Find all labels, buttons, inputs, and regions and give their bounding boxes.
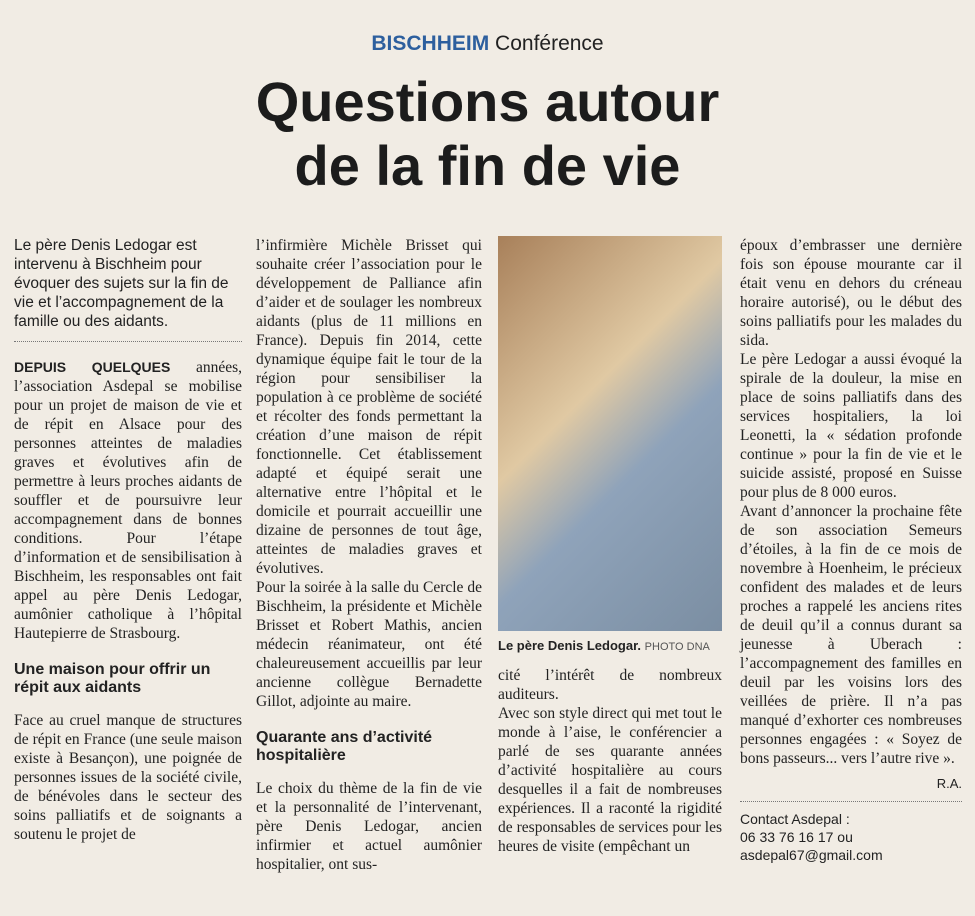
column-2 <box>256 236 482 874</box>
lead: Le père Denis Ledogar est intervenu à Bischheim pour évoquer des sujets sur la fin de vie et l’accompagnement de la famille ou des aidants. <box>14 236 242 342</box>
contact-label: Contact Asdepal : <box>740 811 850 827</box>
photo-caption <box>498 637 722 656</box>
contact-phone: 06 33 76 16 17 ou <box>740 829 853 845</box>
col3-para-2: Avec son style direct qui met tout le monde à l’aise, le conférencier a parlé de ses quarante années d’activité hospitalière au cours desquelles il a fait de nombreuses expériences. Il a raconté la rigidité de responsables de services pour les heures de visite (empêchant un <box>498 705 722 855</box>
col1-dropcap: DEPUIS QUELQUES <box>14 359 171 375</box>
kicker-place: BISCHHEIM <box>371 32 490 55</box>
col3-para-1: cité l’intérêt de nombreux auditeurs. <box>498 667 722 703</box>
kicker <box>0 32 975 56</box>
contact-box <box>740 801 962 864</box>
col2-para-1: l’infirmière Michèle Brisset qui souhaite créer l’association pour le développement de Palliance afin d’aider et de soulager les nombreux aidants (plus de 11 millions en France). Depuis fin 2014, cette dynamique équipe fait le tour de la région pour sensibiliser la population à ce problème de société et récolter des fonds permettant la création d’une maison de répit fonctionnelle. Cet établissement adapté et équipé serait une alternative entre l’hôpital et le domicile et pourrait accueillir une dizaine de personnes de tout âge, atteintes de maladies graves et évolutives. <box>256 237 482 577</box>
contact-email: asdepal67@gmail.com <box>740 847 883 863</box>
col4-para-3: Avant d’annoncer la prochaine fête de son association Semeurs d’étoiles, à la fin de ce mois de novembre à Hoenheim, le précieux confident des malades et de leurs proches a rappelé les anciens rites de deuil qu’il a connus durant sa jeunesse à Uberach : l’accompagnement des familles en deuil par les voisins lors des veillées de prière. Il n’a pas manqué d’exhorter ces nombreuses personnes engagées : « Soyez de bons passeurs... vers l’autre rive ». <box>740 503 962 767</box>
column-3 <box>498 236 722 856</box>
col4-para-1: époux d’embrasser une dernière fois son épouse mourante car il était venu en dehors du créneau horaire autorisé), ou le début des soins palliatifs pour les malades du sida. <box>740 237 962 349</box>
col1-para-2: Face au cruel manque de structures de répit en France (une seule maison existe à Besançon), une poignée de personnes issues de la société civile, de bénévoles dans le secteur des soins palliatifs et de soignants a soutenu le projet de <box>14 712 242 843</box>
headline-line-1: Questions autour <box>255 70 720 133</box>
speaker-photo <box>498 236 722 631</box>
col2-para-3: Le choix du thème de la fin de vie et la personnalité de l’intervenant, père Denis Ledogar, ancien infirmier et actuel aumônier hospitalier, ont sus- <box>256 780 482 873</box>
photo-credit: PHOTO DNA <box>644 641 710 653</box>
column-4 <box>740 236 962 864</box>
col1-text: années, l’association Asdepal se mobilise pour un projet de maison de vie et de répit en Alsace pour des personnes atteintes de maladies graves et évolutives afin de permettre à leurs proches aidants de souffler et de poursuivre leur accompagnement dans de bonnes conditions. Pour l’étape d’information et de sensibilisation à Bischheim, les responsables ont fait appel au père Denis Ledogar, aumônier catholique à l’hôpital Hautepierre de Strasbourg. <box>14 359 242 642</box>
col4-para-2: Le père Ledogar a aussi évoqué la spirale de la douleur, la mise en place de soins palliatifs dans des services hospitaliers, la loi Leonetti, la « sédation profonde continue » pour la fin de vie et le suicide assisté, proposé en Suisse pour plus de 8 000 euros. <box>740 351 962 501</box>
col2-para-2: Pour la soirée à la salle du Cercle de Bischheim, la présidente et Michèle Brisset et Robert Mathis, ancien médecin réanimateur, ont été chaleureusement accueillis par leur ancienne collègue Bernadette Gillot, adjointe au maire. <box>256 579 482 710</box>
col2-subhead: Quarante ans d’activité hospitalière <box>256 729 433 764</box>
kicker-section: Conférence <box>495 32 604 55</box>
headline-line-2: de la fin de vie <box>294 134 681 197</box>
col1-para-1 <box>14 358 242 643</box>
col1-subhead: Une maison pour offrir un répit aux aidants <box>14 661 211 696</box>
headline <box>0 70 975 198</box>
caption-text: Le père Denis Ledogar. <box>498 638 642 653</box>
signature: R.A. <box>936 776 962 791</box>
column-1 <box>14 236 242 844</box>
